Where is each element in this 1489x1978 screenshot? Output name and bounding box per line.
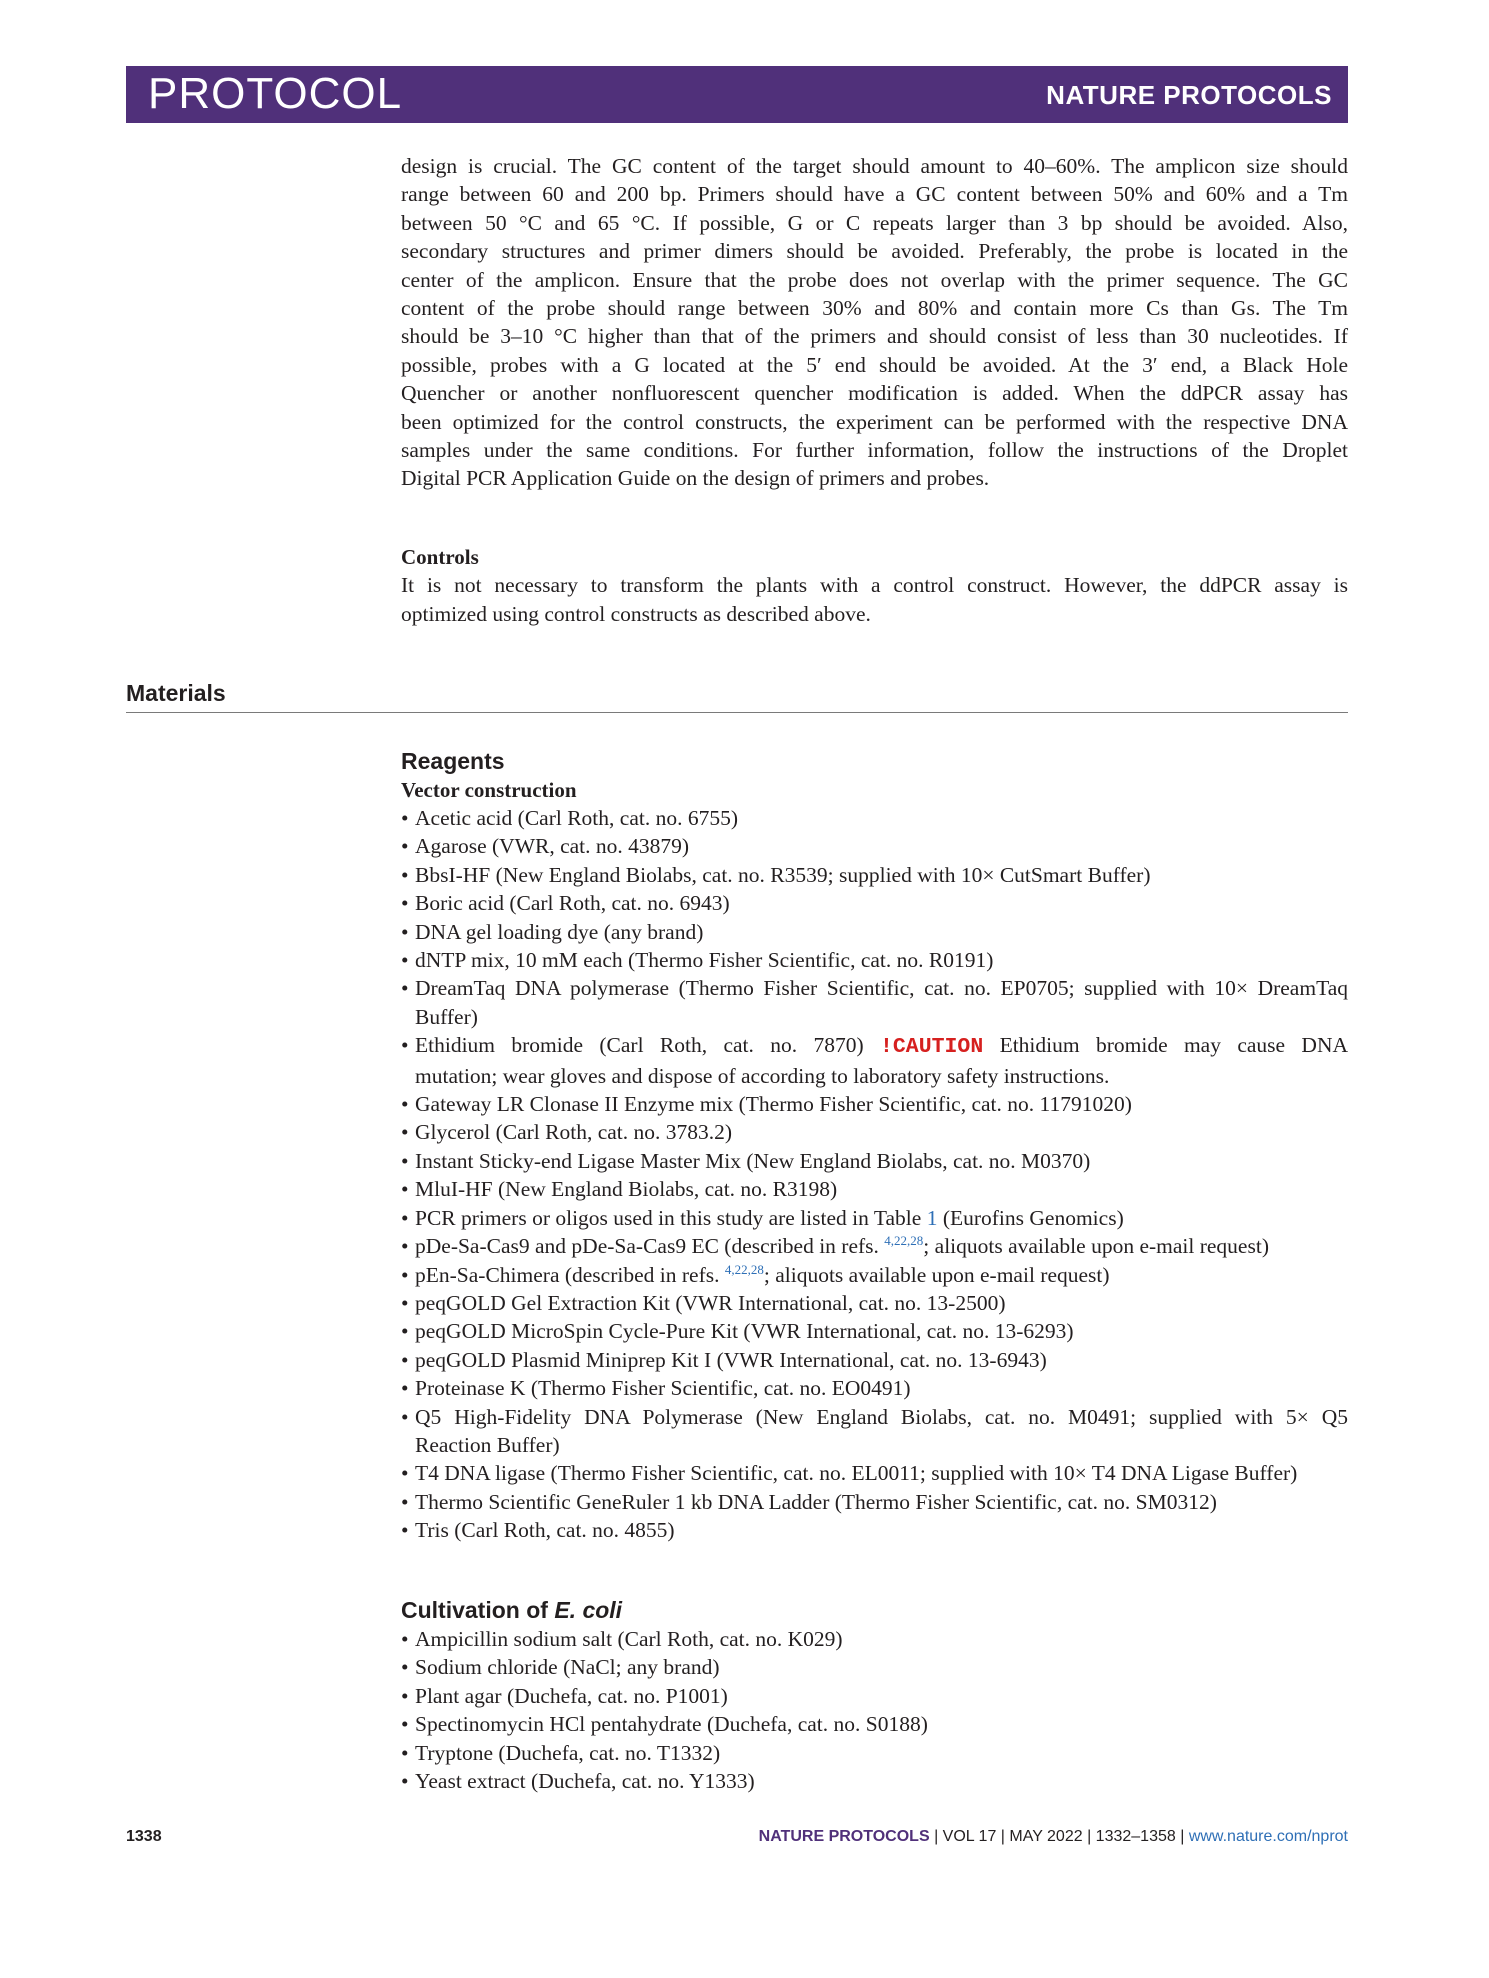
list-item: • DNA gel loading dye (any brand) xyxy=(401,918,1348,946)
header-banner xyxy=(126,66,1348,123)
list-item: • Ampicillin sodium salt (Carl Roth, cat. no. K029) xyxy=(401,1625,1348,1653)
list-item: • peqGOLD MicroSpin Cycle-Pure Kit (VWR International, cat. no. 13-6293) xyxy=(401,1317,1348,1345)
list-item: • Tryptone (Duchefa, cat. no. T1332) xyxy=(401,1739,1348,1767)
page-number: 1338 xyxy=(126,1828,162,1845)
ecoli-heading: Cultivation of E. coli xyxy=(401,1597,623,1623)
journal-url-link[interactable]: www.nature.com/nprot xyxy=(1188,1828,1348,1845)
list-item: • Spectinomycin HCl pentahydrate (Duchefa, cat. no. S0188) xyxy=(401,1710,1348,1738)
text-line: center of the amplicon. Ensure that the probe does not overlap with the primer sequence. The GC xyxy=(401,267,1348,292)
list-item: • Acetic acid (Carl Roth, cat. no. 6755) xyxy=(401,804,1348,832)
ecoli-section xyxy=(401,1595,1348,1795)
list-item: • pEn-Sa-Chimera (described in refs. $^{4,22,28}$; aliquots available upon e-mail request) xyxy=(401,1261,1348,1289)
text-line: optimized using control constructs as described above. xyxy=(401,601,871,626)
list-item: • Boric acid (Carl Roth, cat. no. 6943) xyxy=(401,889,1348,917)
text-line: possible, probes with a G located at the 5′ end should be avoided. At the 3′ end, a Black Hole xyxy=(401,352,1348,377)
footer-citation: NATURE PROTOCOLS | VOL 17 | MAY 2022 | 1332–1358 | www.nature.com/nprot xyxy=(758,1828,1348,1845)
list-item: • Glycerol (Carl Roth, cat. no. 3783.2) xyxy=(401,1118,1348,1146)
section-label: PROTOCOL xyxy=(148,69,403,118)
list-item: • T4 DNA ligase (Thermo Fisher Scientific, cat. no. EL0011; supplied with 10× T4 DNA Ligase Buffer) xyxy=(401,1459,1348,1487)
list-item: • Plant agar (Duchefa, cat. no. P1001) xyxy=(401,1682,1348,1710)
list-item: • Gateway LR Clonase II Enzyme mix (Thermo Fisher Scientific, cat. no. 11791020) xyxy=(401,1090,1348,1118)
intro-paragraph xyxy=(401,152,1348,493)
text-line: samples under the same conditions. For further information, follow the instructions of the Droplet xyxy=(401,438,1348,463)
journal-name: NATURE PROTOCOLS xyxy=(1046,80,1332,110)
materials-heading: Materials xyxy=(126,680,1348,713)
list-item: • peqGOLD Plasmid Miniprep Kit I (VWR International, cat. no. 13-6943) xyxy=(401,1346,1348,1374)
list-item: • Ethidium bromide (Carl Roth, cat. no. 7870) !CAUTION Ethidium bromide may cause DNA mutation; wear gloves and dispose of according to laboratory safety instructions. xyxy=(401,1031,1348,1090)
text-line: design is crucial. The GC content of the target should amount to 40–60%. The amplicon size should xyxy=(401,154,1348,178)
text-line: Digital PCR Application Guide on the design of primers and probes. xyxy=(401,466,990,491)
list-item: • Agarose (VWR, cat. no. 43879) xyxy=(401,832,1348,860)
list-item: • DreamTaq DNA polymerase (Thermo Fisher Scientific, cat. no. EP0705; supplied with 10× DreamTaq Buffer) xyxy=(401,974,1348,1031)
vector-reagent-list xyxy=(401,804,1348,1545)
list-item: • MluI-HF (New England Biolabs, cat. no. R3198) xyxy=(401,1175,1348,1203)
list-item: • Q5 High-Fidelity DNA Polymerase (New England Biolabs, cat. no. M0491; supplied with 5× Q5 Reaction Buffer) xyxy=(401,1403,1348,1460)
list-item: • Tris (Carl Roth, cat. no. 4855) xyxy=(401,1516,1348,1544)
list-item: • Thermo Scientific GeneRuler 1 kb DNA Ladder (Thermo Fisher Scientific, cat. no. SM0312) xyxy=(401,1488,1348,1516)
list-item: • Proteinase K (Thermo Fisher Scientific, cat. no. EO0491) xyxy=(401,1374,1348,1402)
text-line: Quencher or another nonfluorescent quencher modification is added. When the ddPCR assay has xyxy=(401,381,1348,406)
controls-section xyxy=(401,543,1348,628)
citation-link[interactable]: 4,22,28 xyxy=(724,1261,764,1277)
text-line: range between 60 and 200 bp. Primers should have a GC content between 50% and 60% and a Tm xyxy=(401,182,1348,207)
text-line: been optimized for the control constructs, the experiment can be performed with the respective DNA xyxy=(401,409,1348,434)
text-line: content of the probe should range between 30% and 80% and contain more Cs than Gs. The Tm xyxy=(401,296,1348,321)
citation-link[interactable]: 4,22,28 xyxy=(884,1232,924,1248)
caution-label: !CAUTION xyxy=(880,1035,984,1060)
list-item: • Sodium chloride (NaCl; any brand) xyxy=(401,1653,1348,1681)
text-line: secondary structures and primer dimers should be avoided. Preferably, the probe is located in the xyxy=(401,239,1348,264)
controls-heading: Controls xyxy=(401,545,479,569)
table-ref-link[interactable]: 1 xyxy=(926,1205,938,1230)
vector-construction-heading: Vector construction xyxy=(401,778,577,802)
text-line: It is not necessary to transform the plants with a control construct. However, the ddPCR assay is xyxy=(401,573,1348,598)
text-line: between 50 °C and 65 °C. If possible, G or C repeats larger than 3 bp should be avoided. Also, xyxy=(401,210,1348,235)
reagents-section xyxy=(401,746,1348,1545)
list-item: • pDe-Sa-Cas9 and pDe-Sa-Cas9 EC (described in refs. $^{4,22,28}$; aliquots available upon e-mail request) xyxy=(401,1232,1348,1260)
reagents-heading: Reagents xyxy=(401,748,505,774)
list-item: • dNTP mix, 10 mM each (Thermo Fisher Scientific, cat. no. R0191) xyxy=(401,946,1348,974)
list-item: • Yeast extract (Duchefa, cat. no. Y1333) xyxy=(401,1767,1348,1795)
list-item: • peqGOLD Gel Extraction Kit (VWR International, cat. no. 13-2500) xyxy=(401,1289,1348,1317)
ecoli-reagent-list xyxy=(401,1625,1348,1795)
list-item: • Instant Sticky-end Ligase Master Mix (New England Biolabs, cat. no. M0370) xyxy=(401,1147,1348,1175)
list-item: • PCR primers or oligos used in this study are listed in Table 1 (Eurofins Genomics) xyxy=(401,1204,1348,1232)
text-line: should be 3–10 °C higher than that of the primers and should consist of less than 30 nucleotides. If xyxy=(401,324,1348,349)
list-item: • BbsI-HF (New England Biolabs, cat. no. R3539; supplied with 10× CutSmart Buffer) xyxy=(401,861,1348,889)
